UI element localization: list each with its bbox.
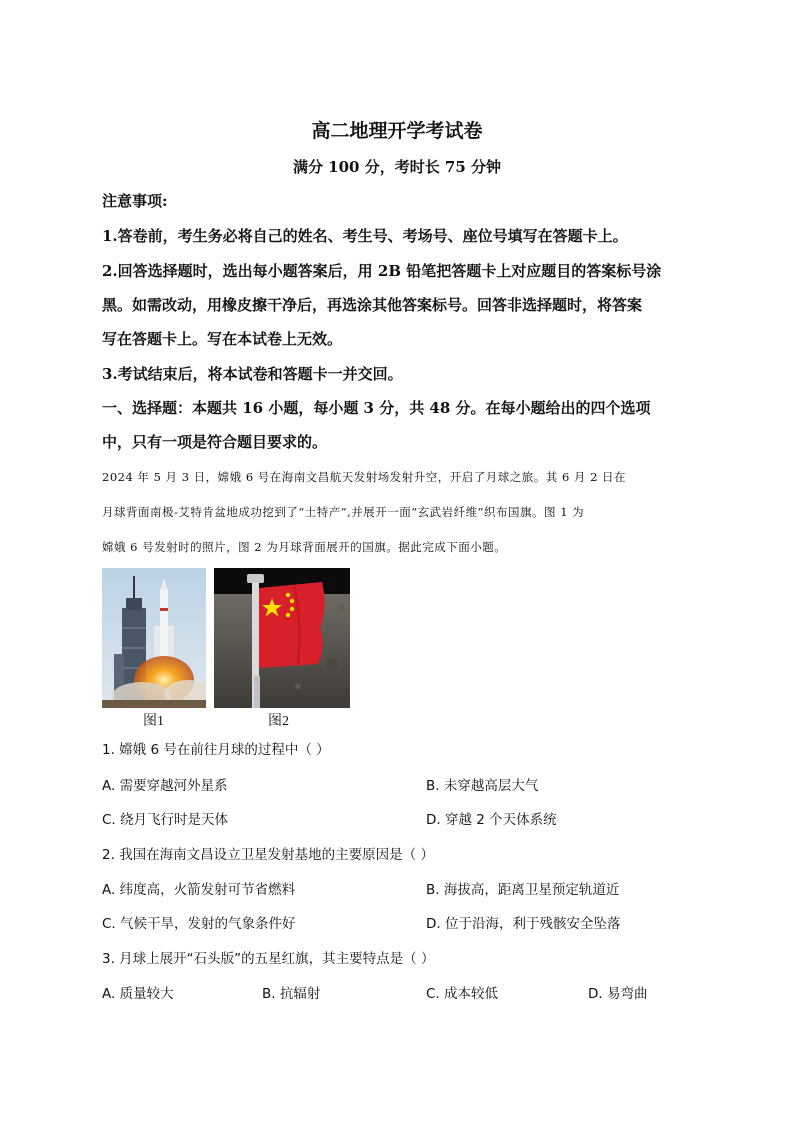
question-3-stem: 3. 月球上展开“石头版”的五星红旗，其主要特点是（ ）	[102, 951, 435, 967]
question-1-option-d: D. 穿越 2 个天体系统	[426, 812, 557, 828]
question-3-option-d: D. 易弯曲	[588, 986, 648, 1002]
figure-1-caption: 图1	[143, 714, 164, 729]
section-1-heading-line-2: 中，只有一项是符合题目要求的。	[102, 433, 328, 451]
question-2-option-b: B. 海拔高，距离卫星预定轨道近	[426, 882, 620, 898]
notice-item-3: 3.考试结束后，将本试卷和答题卡一并交回。	[102, 365, 403, 383]
notice-item-2-line-2: 黑。如需改动，用橡皮擦干净后，再选涂其他答案标号。回答非选择题时，将答案	[102, 296, 643, 314]
moon-flag-image	[214, 568, 350, 708]
flag-shape	[259, 582, 325, 668]
rocket-launch-image	[102, 568, 206, 708]
question-3-option-b: B. 抗辐射	[262, 986, 321, 1002]
exam-title: 高二地理开学考试卷	[311, 120, 483, 142]
question-2-option-d: D. 位于沿海，利于残骸安全坠落	[426, 916, 621, 932]
notice-heading: 注意事项:	[102, 192, 168, 210]
passage-line-2: 月球背面南极-艾特肯盆地成功挖到了“土特产”,并展开一面“玄武岩纤维”织布国旗。图 1 为	[102, 505, 585, 519]
exam-subtitle: 满分 100 分，考时长 75 分钟	[292, 158, 502, 176]
figure-1-rocket-launch-photo	[102, 568, 206, 708]
question-3-option-a: A. 质量较大	[102, 986, 174, 1002]
question-1-option-c: C. 绕月飞行时是天体	[102, 812, 229, 828]
question-2-option-a: A. 纬度高，火箭发射可节省燃料	[102, 882, 296, 898]
notice-item-2-line-3: 写在答题卡上。写在本试卷上无效。	[102, 330, 343, 348]
notice-item-2-line-1: 2.回答选择题时，选出每小题答案后，用 2B 铅笔把答题卡上对应题目的答案标号涂	[102, 262, 662, 280]
passage-line-3: 嫦娥 6 号发射时的照片，图 2 为月球背面展开的国旗。据此完成下面小题。	[102, 540, 507, 554]
notice-item-1: 1.答卷前，考生务必将自己的姓名、考生号、考场号、座位号填写在答题卡上。	[102, 227, 628, 245]
passage-line-1: 2024 年 5 月 3 日，嫦娥 6 号在海南文昌航天发射场发射升空，开启了月球之旅。其 6 月 2 日在	[102, 470, 627, 484]
question-3-option-c: C. 成本较低	[426, 986, 499, 1002]
question-1-stem: 1. 嫦娥 6 号在前往月球的过程中（ ）	[102, 742, 330, 758]
section-1-heading-line-1: 一、选择题：本题共 16 小题，每小题 3 分，共 48 分。在每小题给出的四个选项	[102, 399, 651, 417]
question-2-option-c: C. 气候干旱，发射的气象条件好	[102, 916, 296, 932]
question-2-stem: 2. 我国在海南文昌设立卫星发射基地的主要原因是（ ）	[102, 847, 434, 863]
question-1-option-b: B. 未穿越高层大气	[426, 778, 539, 794]
figure-2-moon-flag-photo	[214, 568, 350, 708]
question-1-option-a: A. 需要穿越河外星系	[102, 778, 228, 794]
figure-2-caption: 图2	[268, 714, 289, 729]
